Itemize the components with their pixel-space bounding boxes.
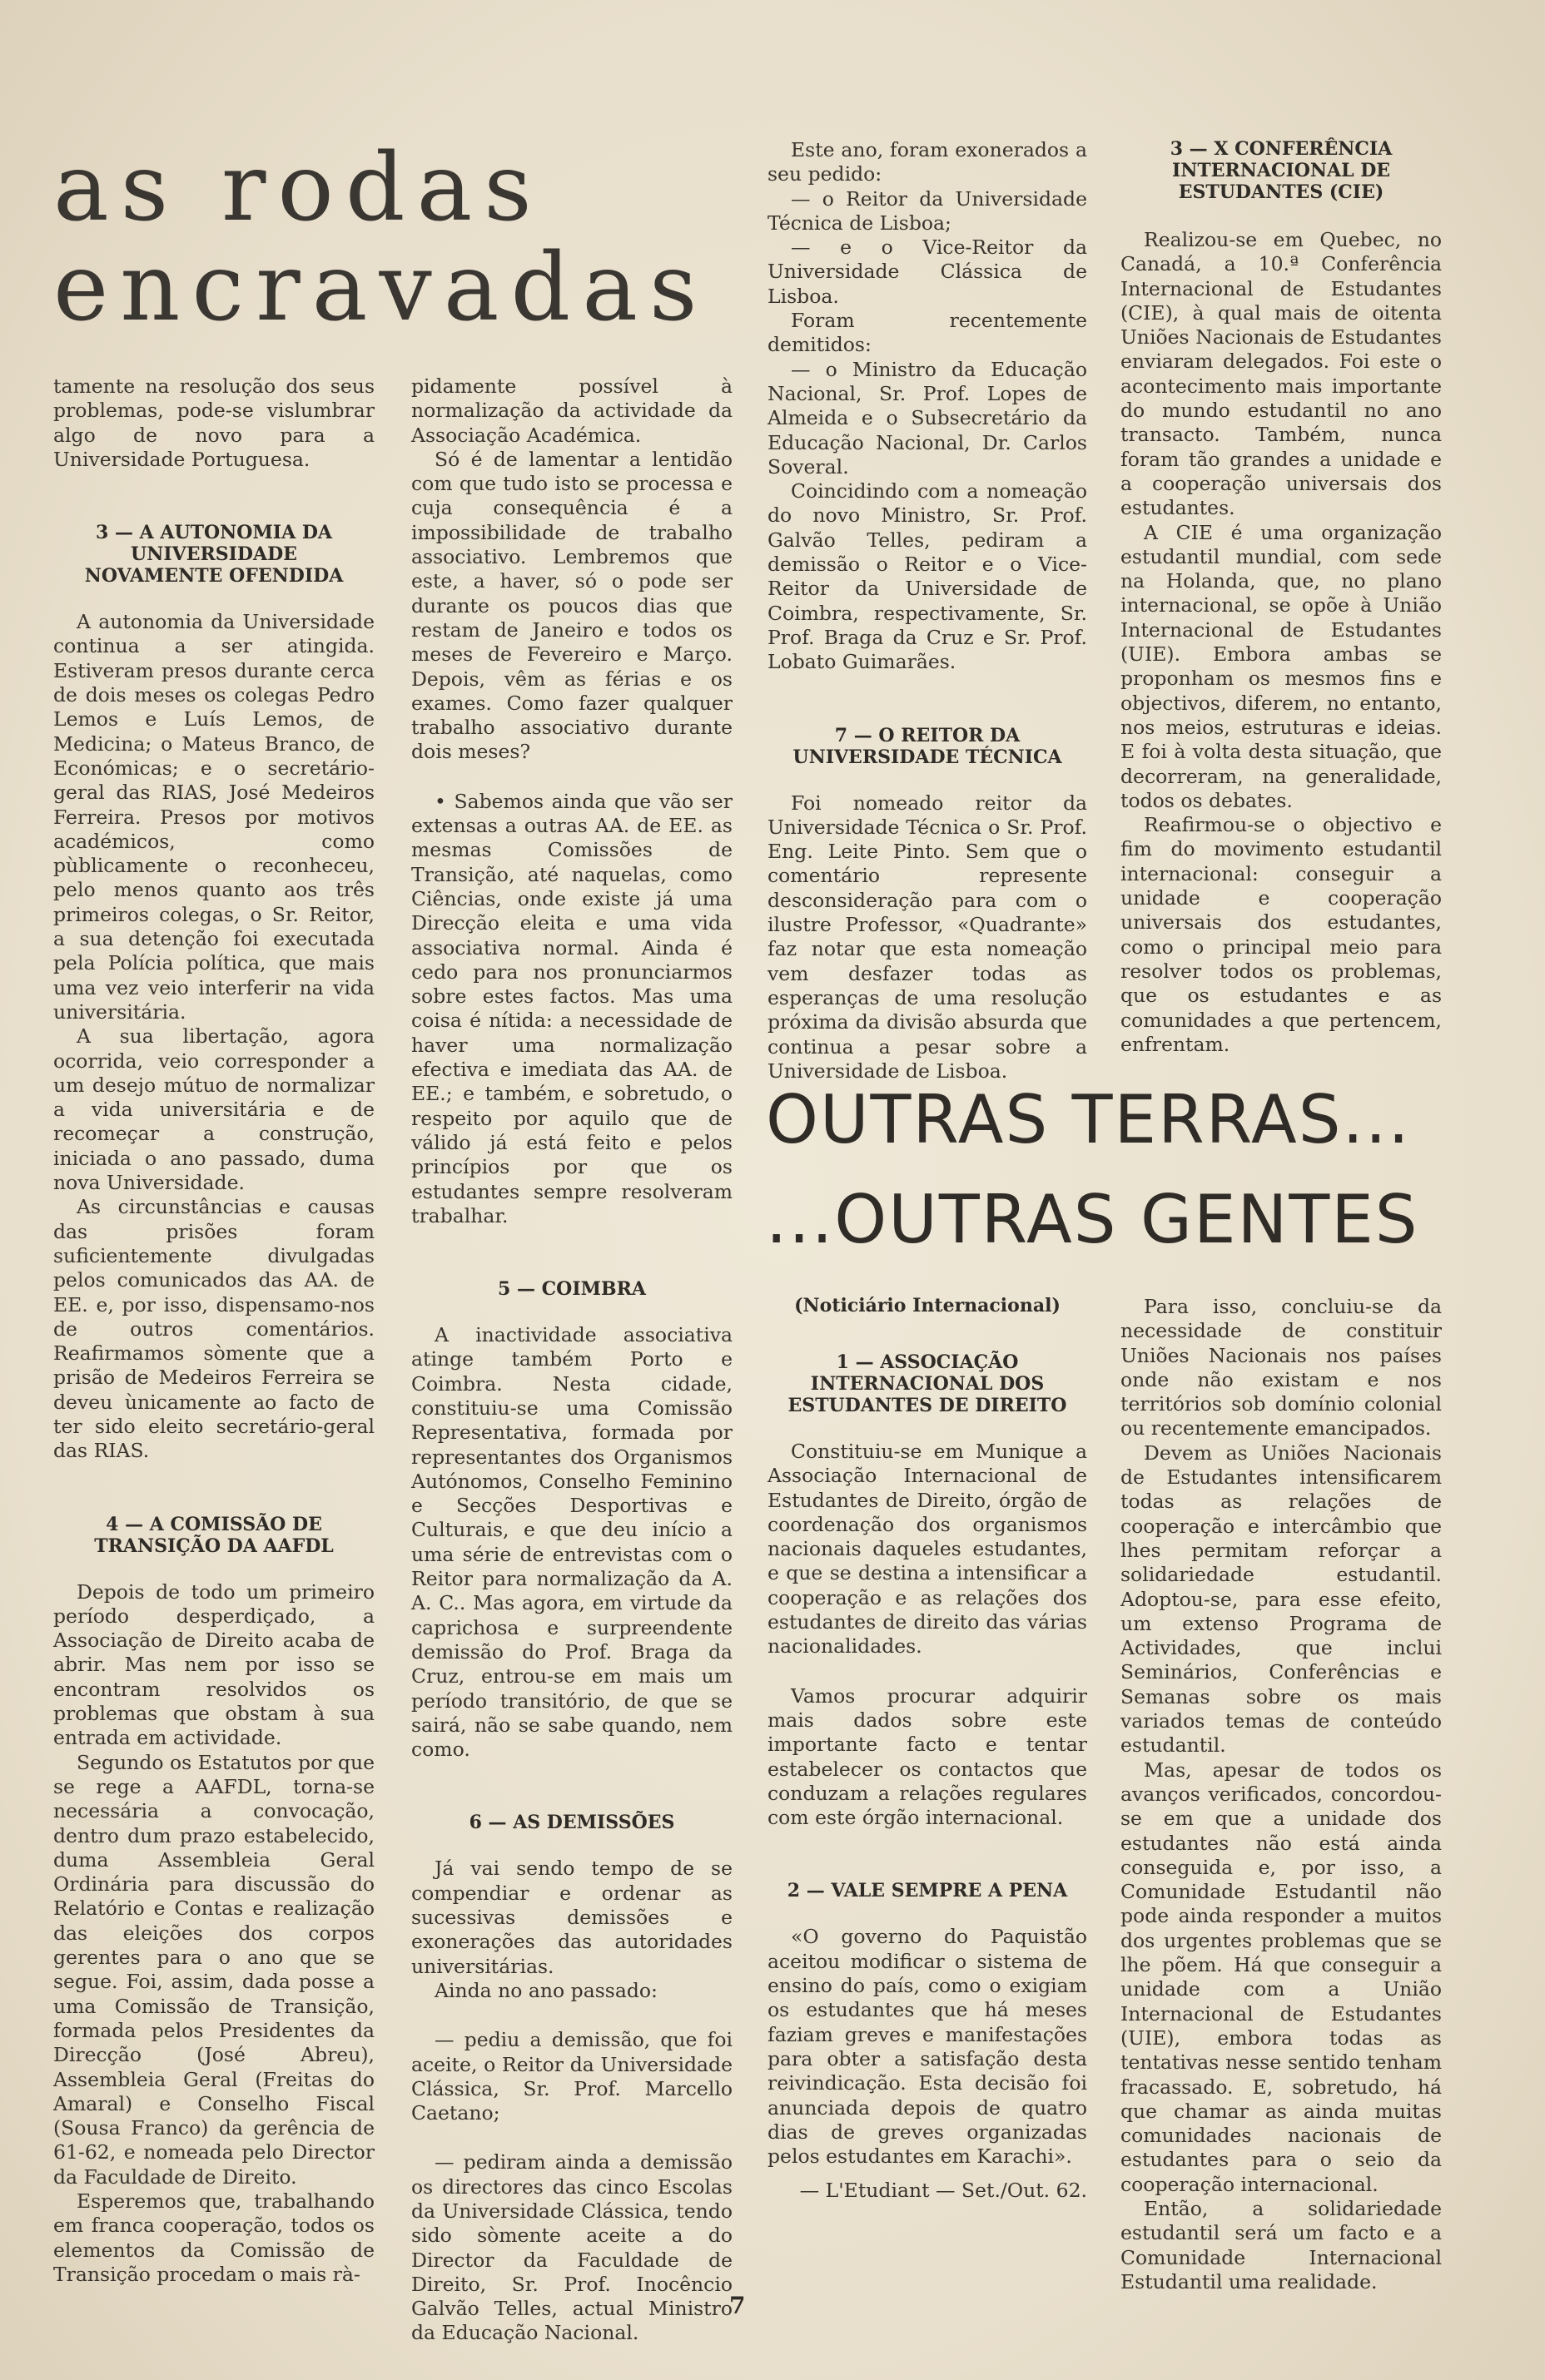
col3-p1: Este ano, foram exonerados a seu pedido:: [768, 138, 1087, 186]
col5-s2-p1: «O governo do Paquistão aceitou modificar o sistema de ensino do país, como o exigiam os estudantes que há meses faziam greves e manifestações para obter a satisfação desta reivindicação. Esta decisão foi anunciada depois de quatro dias de greves organizadas pelos estudantes em Karachi».: [768, 1925, 1087, 2169]
column-5: [768, 1351, 1087, 2204]
col5-s1-p2: Vamos procurar adquirir mais dados sobre este importante facto e tentar estabelecer os contactos que conduzam a relações regulares com este órgão internacional.: [768, 1683, 1087, 1830]
headline-as-rodas: as rodas: [53, 134, 544, 242]
headline-outras-gentes: ...OUTRAS GENTES: [766, 1181, 1419, 1258]
column-6: [1120, 1295, 1442, 2294]
col6-p4: Então, a solidariedade estudantil será um facto e a Comunidade Internacional Estudantil uma realidade.: [1120, 2196, 1442, 2293]
headline-encravadas: encravadas: [53, 234, 709, 342]
col1-s3-p1: A autonomia da Universidade continua a ser atingida. Estiveram presos durante cerca de dois meses os colegas Pedro Lemos e Luís Lemos, de Medicina; o Mateus Branco, de Económicas; e o secretário-geral das RIAS, José Medeiros Ferreira. Presos por motivos académicos, como pùblicamente o reconheceu, pelo menos quanto aos três primeiros colegas, o Sr. Reitor, a sua detenção foi executada pela Polícia política, que mais uma vez veio interferir na vida universitária.: [53, 610, 375, 1024]
col2-s6-p1: Já vai sendo tempo de se compendiar e ordenar as sucessivas demissões e exonerações das autoridades universitárias.: [411, 1857, 733, 1978]
col3-p5: — o Ministro da Educação Nacional, Sr. Prof. Lopes de Almeida e o Subsecretário da Educação Nacional, Dr. Carlos Soveral.: [768, 357, 1087, 478]
col2-s5-p1: A inactividade associativa atinge também Porto e Coimbra. Nesta cidade, constituiu-se uma Comissão Representativa, formada por representantes dos Organismos Autónomos, Conselho Feminino e Secções Desportivas e Culturais, e que deu início a uma série de entrevistas com o Reitor para normalização da A. A. C.. Mas agora, em virtude da caprichosa e surpreendente demissão do Prof. Braga da Cruz, entrou-se em mais um período transitório, de que se sairá, não se sabe quando, nem como.: [411, 1323, 733, 1762]
col2-p2: Só é de lamentar a lentidão com que tudo isto se processa e cuja consequência é a impossibilidade de trabalho associativo. Lembremos que este, a haver, só o pode ser durante os poucos dias que restam de Janeiro e todos os meses de Fevereiro e Março. Depois, vêm as férias e os exames. Como fazer qualquer trabalho associativo durante dois meses?: [411, 447, 733, 764]
col1-s4-p3: Esperemos que, trabalhando em franca cooperação, todos os elementos da Comissão de Transição procedam o mais rà-: [53, 2189, 375, 2286]
headline-outras-terras: OUTRAS TERRAS...: [766, 1081, 1411, 1158]
col6-p1: Para isso, concluiu-se da necessidade de constituir Uniões Nacionais nos países onde não existam e nos territórios sob domínio colonial ou recentemente emancipados.: [1120, 1295, 1442, 1440]
col1-s4-p1: Depois de todo um primeiro período desperdiçado, a Associação de Direito acaba de abrir. Mas nem por isso se encontram resolvidos os problemas que obstam à sua entrada em actividade.: [53, 1579, 375, 1750]
col1-s4-p2: Segundo os Estatutos por que se rege a AAFDL, torna-se necessária a convocação, dentro dum prazo estabelecido, duma Assembleia Geral Ordinária para discussão do Relatório e Contas e realização das eleições dos corpos gerentes para o ano que se segue. Foi, assim, dada posse a uma Comissão de Transição, formada pelos Presidentes da Direcção (José Abreu), Assembleia Geral (Freitas do Amaral) e Conselho Fiscal (Sousa Franco) da gerência de 61-62, e nomeada pelo Director da Faculdade de Direito.: [53, 1750, 375, 2189]
heading-associacao: 1 — ASSOCIAÇÃO INTERNACIONAL DOS ESTUDANTES DE DIREITO: [787, 1351, 1067, 1416]
heading-vale-a-pena: 2 — VALE SEMPRE A PENA: [787, 1880, 1068, 1902]
col3-p4: Foram recentemente demitidos:: [768, 309, 1087, 357]
col2-p3: • Sabemos ainda que vão ser extensas a outras AA. de EE. as mesmas Comissões de Transição, até naquelas, como Ciências, onde existe já uma Direcção eleita e uma vida associativa normal. Ainda é cedo para nos pronunciarmos sobre estes factos. Mas uma coisa é nítida: a necessidade de haver uma normalização efectiva e imediata das AA. de EE.; e também, e sobretudo, o respeito por aquilo que de válido já está feito e pelos princípios por que os estudantes sempre resolveram trabalhar.: [411, 789, 733, 1227]
subtitle-noticiario: (Noticiário Internacional): [794, 1295, 1061, 1316]
col5-s1-p1: Constituiu-se em Munique a Associação Internacional de Estudantes de Direito, órgão de coordenação dos organismos nacionais daqueles estudantes, e que se destina a intensificar a cooperação e as relações dos estudantes de direito das várias nacionalidades.: [768, 1440, 1087, 1659]
col1-s3-p3: As circunstâncias e causas das prisões foram suficientemente divulgadas pelos comunicados das AA. de EE. e, por isso, dispensamo-nos de outros comentários. Reafirmamos sòmente que a prisão de Medeiros Ferreira se deveu ùnicamente ao facto de ter sido eleito secretário-geral das RIAS.: [53, 1195, 375, 1463]
col4-p1: Realizou-se em Quebec, no Canadá, a 10.ª Conferência Internacional de Estudantes (CIE), à qual mais de oitenta Uniões Nacionais de Estudantes enviaram delegados. Foi este o acontecimento mais importante do mundo estudantil no ano transacto. Também, nunca foram tão grandes a unidade e a cooperação universais dos estudantes.: [1120, 228, 1442, 520]
col2-s6-p4: — pediram ainda a demissão os directores das cinco Escolas da Universidade Clássica, tendo sido sòmente aceite a do Director da Faculdade de Direito, Sr. Prof. Inocêncio Galvão Telles, actual Ministro da Educação Nacional.: [411, 2150, 733, 2345]
col4-p2: A CIE é uma organização estudantil mundial, com sede na Holanda, que, no plano internacional, se opõe à União Internacional de Estudantes (UIE). Embora ambas se proponham os mesmos fins e objectivos, diferem, no entanto, nos meios, estruturas e ideias. E foi à volta desta situação, que decorreram, na generalidade, todos os debates.: [1120, 520, 1442, 812]
col5-credit: — L'Etudiant — Set./Out. 62.: [799, 2179, 1087, 2203]
heading-autonomia: 3 — A AUTONOMIA DA UNIVERSIDADE NOVAMENTE OFENDIDA: [84, 522, 344, 588]
col6-p3: Mas, apesar de todos os avanços verificados, concordou-se em que a unidade dos estudantes não está ainda conseguida e, por isso, a Comunidade Estudantil não pode ainda responder a muitos dos urgentes problemas que se lhe põem. Há que conseguir a unidade com a União Internacional de Estudantes (UIE), embora todas as tentativas nesse sentido tenham fracassado. E, sobretudo, há que chamar as ainda muitas comunidades nacionais de estudantes para o seio da cooperação internacional.: [1120, 1758, 1442, 2196]
col1-s3-p2: A sua libertação, agora ocorrida, veio corresponder a um desejo mútuo de normalizar a vida universitária e de recomeçar a construção, iniciada o ano passado, duma nova Universidade.: [53, 1024, 375, 1195]
col6-p2: Devem as Uniões Nacionais de Estudantes intensificarem todas as relações de cooperação e intercâmbio que lhes permitam reforçar a solidariedade estudantil. Adoptou-se, para esse efeito, um extenso Programa de Actividades, que inclui Seminários, Conferências e Semanas sobre os mais variados temas de conteúdo estudantil.: [1120, 1440, 1442, 1758]
page-number: 7: [729, 2292, 746, 2319]
col2-s6-p3: — pediu a demissão, que foi aceite, o Reitor da Universidade Clássica, Sr. Prof. Marcello Caetano;: [411, 2028, 733, 2125]
column-4: [1120, 138, 1442, 1057]
heading-comissao: 4 — A COMISSÃO DE TRANSIÇÃO DA AAFDL: [94, 1513, 334, 1557]
col2-s6-p2: Ainda no ano passado:: [435, 1978, 658, 2002]
heading-cie: 3 — X CONFERÊNCIA INTERNACIONAL DE ESTUDANTES (CIE): [1170, 138, 1393, 203]
heading-demissoes: 6 — AS DEMISSÕES: [469, 1812, 675, 1834]
heading-coimbra: 5 — COIMBRA: [498, 1278, 646, 1301]
column-3: [768, 138, 1087, 1083]
col3-p6: Coincidindo com a nomeação do novo Ministro, Sr. Prof. Galvão Telles, pediram a demissão o Reitor e o Vice-Reitor da Universidade de Coimbra, respectivamente, Sr. Prof. Braga da Cruz e Sr. Prof. Lobato Guimarães.: [768, 479, 1087, 674]
col3-s7-p1: Foi nomeado reitor da Universidade Técnica o Sr. Prof. Eng. Leite Pinto. Sem que o comentário represente desconsideração para com o ilustre Professor, «Quadrante» faz notar que esta nomeação vem desfazer todas as esperanças de uma resolução próxima da divisão absurda que continua a pesar sobre a Universidade de Lisboa.: [768, 791, 1087, 1083]
col2-p1: pidamente possível à normalização da actividade da Associação Académica.: [411, 374, 733, 447]
col3-p2: — o Reitor da Universidade Técnica de Lisboa;: [768, 186, 1087, 235]
heading-reitor: 7 — O REITOR DA UNIVERSIDADE TÉCNICA: [792, 724, 1062, 768]
column-2: [411, 374, 733, 2346]
col1-intro: tamente na resolução dos seus problemas, pode-se vislumbrar algo de novo para a Universidade Portuguesa.: [53, 374, 375, 471]
column-1: [53, 374, 375, 2287]
col4-p3: Reafirmou-se o objectivo e fim do movimento estudantil internacional: conseguir a unidade e cooperação universais dos estudantes, como o principal meio para resolver todos os problemas, que os estudantes e as comunidades a que pertencem, enfrentam.: [1120, 813, 1442, 1056]
col3-p3: — e o Vice-Reitor da Universidade Clássica de Lisboa.: [768, 236, 1087, 308]
